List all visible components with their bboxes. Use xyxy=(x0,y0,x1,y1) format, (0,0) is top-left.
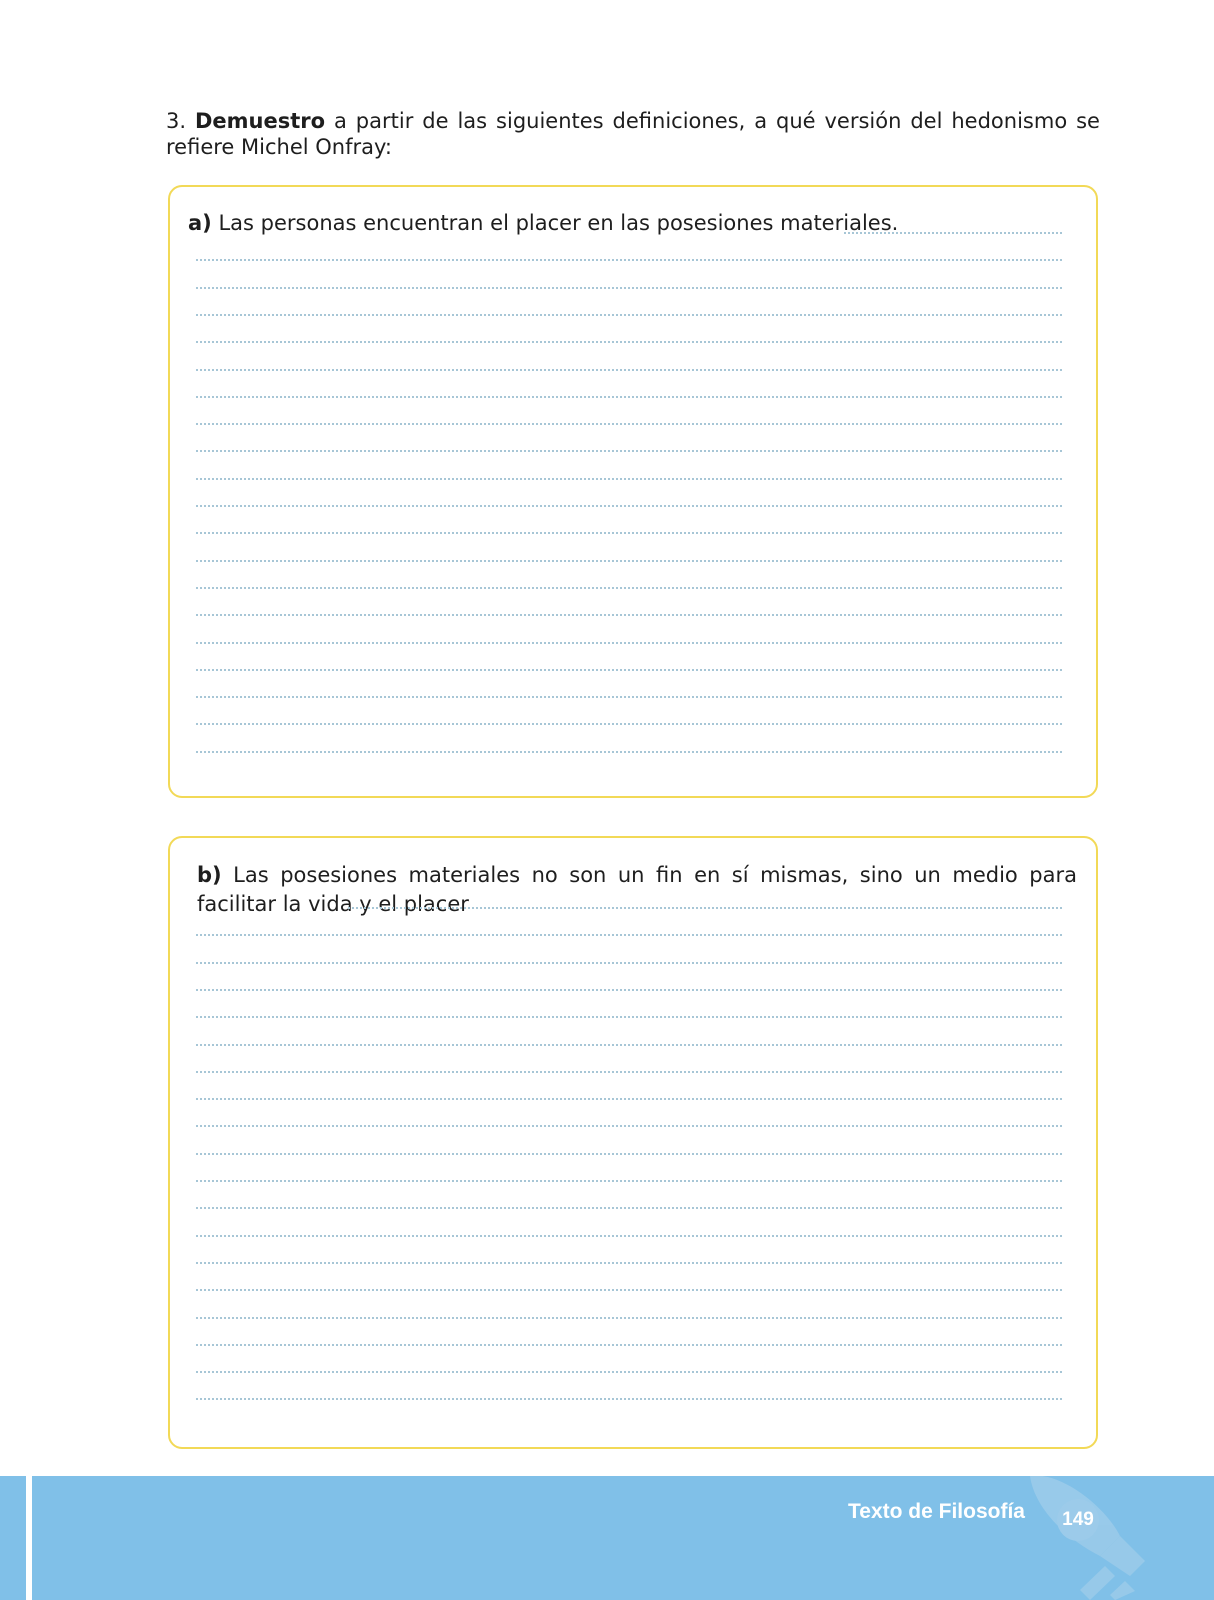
writing-line xyxy=(196,669,1062,671)
writing-line xyxy=(196,396,1062,398)
writing-line xyxy=(196,642,1062,644)
answer-box-a xyxy=(168,185,1098,798)
writing-line xyxy=(196,505,1062,507)
writing-line xyxy=(196,1071,1062,1073)
writing-line xyxy=(196,1317,1062,1319)
writing-line xyxy=(196,1289,1062,1291)
writing-line xyxy=(196,1398,1062,1400)
writing-line xyxy=(196,287,1062,289)
writing-line xyxy=(196,751,1062,753)
writing-line xyxy=(196,934,1062,936)
writing-line xyxy=(196,1016,1062,1018)
item-a-text: Las personas encuentran el placer en las posesiones materiales. xyxy=(218,211,899,235)
writing-line xyxy=(196,723,1062,725)
footer-margin-strip xyxy=(26,1476,32,1600)
item-b-label: b) xyxy=(197,863,222,887)
item-a-label: a) xyxy=(188,211,212,235)
writing-line xyxy=(196,587,1062,589)
writing-line xyxy=(196,369,1062,371)
writing-line xyxy=(196,1098,1062,1100)
writing-line xyxy=(196,696,1062,698)
writing-line xyxy=(196,478,1062,480)
writing-line xyxy=(196,1262,1062,1264)
writing-line xyxy=(196,423,1062,425)
footer-book-title: Texto de Filosofía xyxy=(848,1500,1025,1523)
page-number: 149 xyxy=(1057,1499,1099,1541)
writing-line xyxy=(196,1044,1062,1046)
writing-line xyxy=(196,450,1062,452)
writing-line xyxy=(196,1180,1062,1182)
writing-line xyxy=(196,1235,1062,1237)
writing-line xyxy=(196,314,1062,316)
writing-line xyxy=(196,989,1062,991)
writing-line xyxy=(844,232,1062,234)
writing-line xyxy=(196,1153,1062,1155)
exercise-instruction xyxy=(166,108,1100,160)
rocket-icon xyxy=(1020,1476,1180,1600)
exercise-text: a partir de las siguientes definiciones, a qué versión del hedonismo se refiere Michel Onfray: xyxy=(166,109,1100,159)
item-a-prompt xyxy=(188,209,898,238)
answer-box-b xyxy=(168,836,1098,1449)
writing-line xyxy=(196,532,1062,534)
writing-line xyxy=(196,1125,1062,1127)
writing-line xyxy=(348,907,1062,909)
item-b-text: Las posesiones materiales no son un fin en sí mismas, sino un medio para facilitar la vida y el placer xyxy=(197,863,1077,916)
writing-line xyxy=(196,614,1062,616)
writing-line xyxy=(196,259,1062,261)
exercise-number: 3. xyxy=(166,109,187,133)
item-b-prompt xyxy=(197,861,1077,919)
exercise-verb: Demuestro xyxy=(194,109,326,133)
writing-line xyxy=(196,1344,1062,1346)
writing-line xyxy=(196,341,1062,343)
writing-line xyxy=(196,962,1062,964)
writing-line xyxy=(196,1207,1062,1209)
writing-line xyxy=(196,1371,1062,1373)
writing-line xyxy=(196,560,1062,562)
